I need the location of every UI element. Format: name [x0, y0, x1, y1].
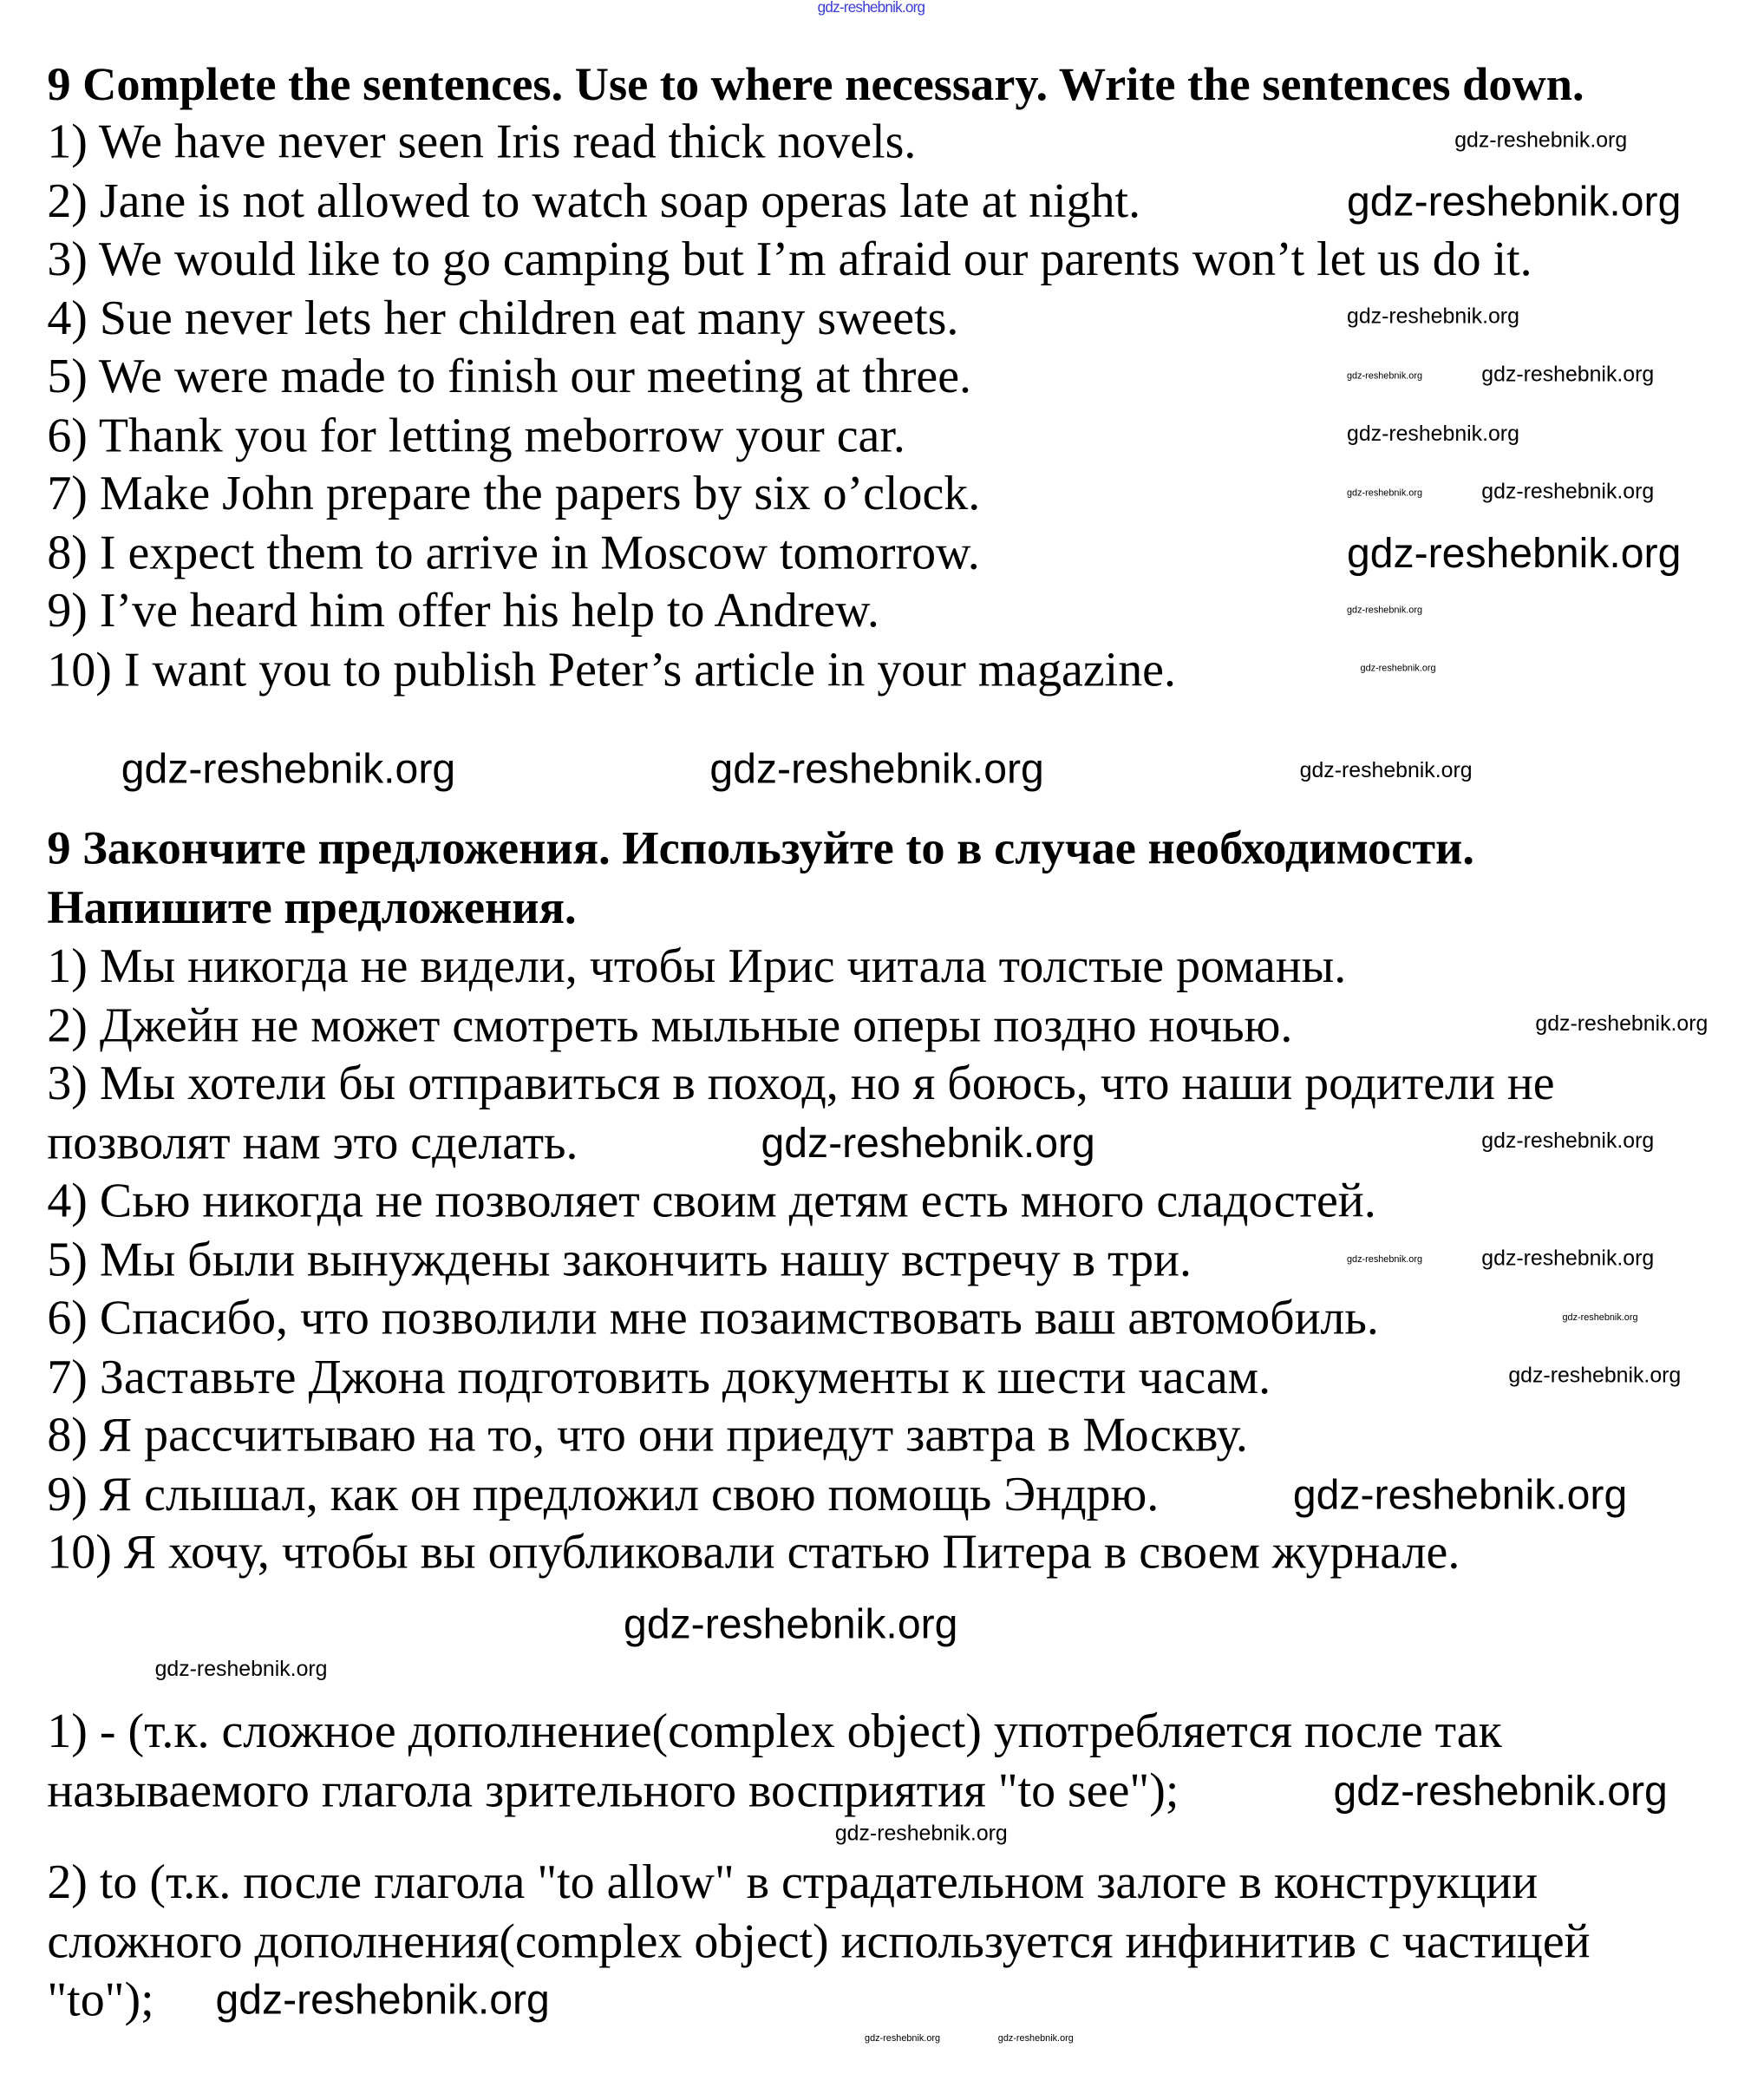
watermark: gdz-reshebnik.org	[1347, 1255, 1423, 1266]
answer-line: "to");	[47, 1972, 154, 2026]
sentence-ru: 6) Спасибо, что позволили мне позаимствовать ваш автомобиль.	[47, 1290, 1379, 1344]
watermark: gdz-reshebnik.org	[1562, 1313, 1638, 1324]
sentence-en: 3) We would like to go camping but I’m afraid our parents won’t let us do it.	[47, 232, 1532, 286]
watermark: gdz-reshebnik.org	[1347, 305, 1519, 329]
watermark: gdz-reshebnik.org	[1535, 1012, 1709, 1037]
sentence-en: 5) We were made to finish our meeting at three.	[47, 349, 972, 403]
sentence-en: 4) Sue never lets her children eat many sweets.	[47, 291, 959, 345]
watermark: gdz-reshebnik.org	[1347, 422, 1519, 447]
watermark: gdz-reshebnik.org	[1333, 1767, 1668, 1815]
watermark: gdz-reshebnik.org	[709, 744, 1044, 793]
watermark: gdz-reshebnik.org	[817, 0, 925, 16]
sentence-ru: 4) Сью никогда не позволяет своим детям есть много сладостей.	[47, 1173, 1376, 1227]
sentence-ru: 9) Я слышал, как он предложил свою помощь Эндрю.	[47, 1467, 1160, 1521]
sentence-ru: 2) Джейн не может смотреть мыльные оперы поздно ночью.	[47, 998, 1293, 1052]
watermark: gdz-reshebnik.org	[1481, 1129, 1655, 1154]
sentence-ru: позволят нам это сделать.	[47, 1115, 578, 1170]
sentence-en: 8) I expect them to arrive in Moscow tomorrow.	[47, 525, 980, 579]
watermark: gdz-reshebnik.org	[865, 2034, 941, 2044]
sentence-ru: 5) Мы были вынуждены закончить нашу встречу в три.	[47, 1232, 1192, 1287]
sentence-en: 10) I want you to publish Peter’s article in your magazine.	[47, 642, 1176, 697]
watermark: gdz-reshebnik.org	[1347, 488, 1423, 499]
watermark: gdz-reshebnik.org	[1347, 605, 1423, 616]
exercise-heading-en: 9 Complete the sentences. Use to where necessary. Write the sentences down.	[47, 57, 1584, 111]
exercise-heading-ru: Напишите предложения.	[47, 880, 577, 934]
watermark: gdz-reshebnik.org	[1508, 1364, 1682, 1388]
watermark: gdz-reshebnik.org	[1481, 1247, 1655, 1271]
answer-line: 1) - (т.к. сложное дополнение(complex object) употребляется после так	[47, 1704, 1502, 1758]
sentence-ru: 3) Мы хотели бы отправиться в поход, но я боюсь, что наши родители не	[47, 1056, 1555, 1110]
sentence-ru: 1) Мы никогда не видели, чтобы Ирис читала толстые романы.	[47, 939, 1347, 993]
watermark: gdz-reshebnik.org	[761, 1119, 1095, 1167]
watermark: gdz-reshebnik.org	[997, 2034, 1074, 2044]
watermark: gdz-reshebnik.org	[624, 1600, 958, 1648]
answer-line: называемого глагола зрительного восприятия "to see");	[47, 1763, 1179, 1817]
watermark: gdz-reshebnik.org	[1347, 529, 1682, 577]
sentence-ru: 10) Я хочу, чтобы вы опубликовали статью Питера в своем журнале.	[47, 1524, 1460, 1580]
watermark: gdz-reshebnik.org	[834, 1822, 1008, 1846]
watermark: gdz-reshebnik.org	[1347, 371, 1423, 382]
watermark: gdz-reshebnik.org	[154, 1658, 328, 1682]
watermark: gdz-reshebnik.org	[1454, 129, 1628, 153]
answer-line: 2) to (т.к. после глагола "to allow" в страдательном залоге в конструкции	[47, 1855, 1539, 1909]
sentence-en: 7) Make John prepare the papers by six o’clock.	[47, 466, 981, 520]
sentence-en: 9) I’ve heard him offer his help to Andrew.	[47, 583, 879, 638]
sentence-en: 6) Thank you for letting meborrow your car.	[47, 408, 905, 462]
sentence-ru: 7) Заставьте Джона подготовить документы к шести часам.	[47, 1350, 1271, 1404]
watermark: gdz-reshebnik.org	[1481, 481, 1655, 504]
sentence-en: 1) We have never seen Iris read thick novels.	[47, 114, 917, 169]
exercise-heading-ru: 9 Закончите предложения. Используйте to в случае необходимости.	[47, 821, 1474, 874]
watermark: gdz-reshebnik.org	[1347, 177, 1682, 226]
watermark: gdz-reshebnik.org	[121, 744, 456, 793]
watermark: gdz-reshebnik.org	[1292, 1470, 1628, 1519]
sentence-en: 2) Jane is not allowed to watch soap operas late at night.	[47, 173, 1141, 228]
sentence-ru: 8) Я рассчитываю на то, что они приедут завтра в Москву.	[47, 1407, 1248, 1462]
watermark: gdz-reshebnik.org	[215, 1976, 550, 2024]
watermark: gdz-reshebnik.org	[1299, 759, 1473, 783]
watermark: gdz-reshebnik.org	[1481, 363, 1655, 387]
watermark: gdz-reshebnik.org	[1360, 664, 1436, 674]
answer-line: сложного дополнения(complex object) используется инфинитив с частицей	[47, 1914, 1591, 1968]
